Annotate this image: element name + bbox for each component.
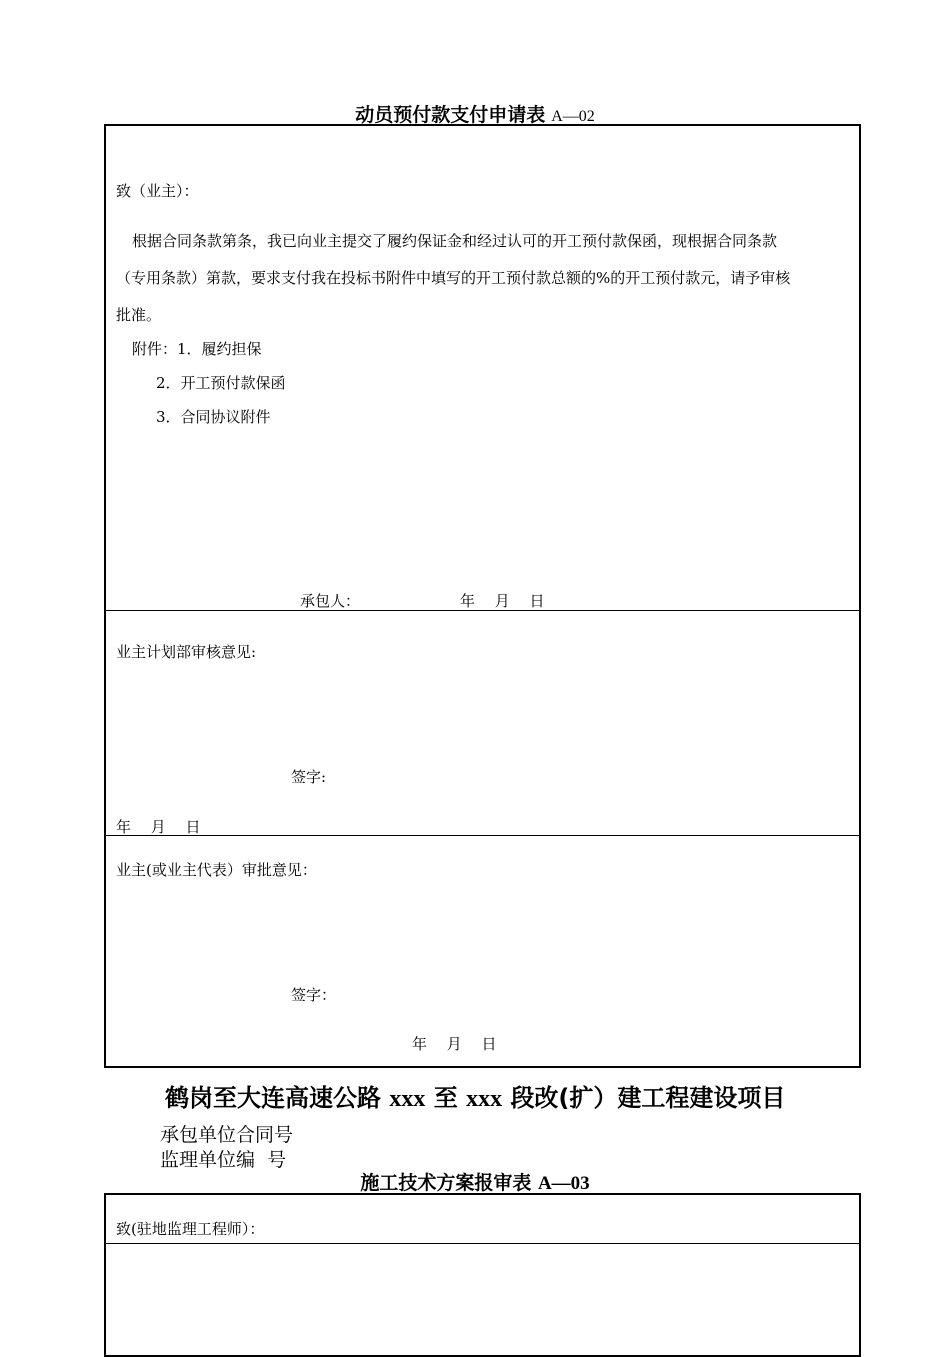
- addressee: 致（业主）：: [116, 182, 199, 200]
- form2-title-text: 施工技术方案报审表: [360, 1172, 532, 1194]
- body-line-3: 批准。: [116, 306, 162, 324]
- row-divider: [106, 835, 859, 836]
- form1-title: [0, 100, 950, 127]
- form1-title-text: 动员预付款支付申请表: [355, 104, 546, 126]
- project-title-b: xxx: [389, 1086, 426, 1112]
- form2-table: [104, 1193, 861, 1357]
- review-sign: 签字:: [291, 768, 327, 786]
- approval-label: 业主(或业主代表）审批意见：: [116, 861, 317, 879]
- project-title-a: 鹤岗至大连高速公路: [165, 1084, 381, 1112]
- attachment-item: 附件：1．履约担保: [132, 340, 262, 358]
- attachment-item: 3．合同协议附件: [156, 408, 271, 426]
- attachment-item: 2．开工预付款保函: [156, 374, 286, 392]
- body-line-1: 根据合同条款第条，我已向业主提交了履约保证金和经过认可的开工预付款保函，现根据合同条款: [132, 232, 778, 250]
- approval-sign: 签字：: [291, 986, 337, 1004]
- project-title-d: xxx: [466, 1086, 503, 1112]
- form2-addressee: 致(驻地监理工程师）：: [116, 1220, 265, 1238]
- row-divider: [106, 1243, 859, 1244]
- contractor-date: 年 月 日: [460, 592, 545, 610]
- review-label: 业主计划部审核意见:: [116, 643, 257, 661]
- form2-code: A—03: [537, 1173, 590, 1194]
- project-title-c: 至: [433, 1084, 458, 1112]
- form1-code: A—02: [551, 108, 595, 125]
- project-title-e: 段改(扩）建工程建设项目: [510, 1084, 786, 1112]
- contractor-label: 承包人：: [300, 592, 361, 610]
- form2-title: [0, 1168, 950, 1195]
- contract-number-label: 承包单位合同号: [160, 1124, 294, 1146]
- project-title: [165, 1078, 785, 1113]
- supervision-number-label: 监理单位编 号: [160, 1149, 287, 1171]
- review-date: 年 月 日: [116, 818, 201, 836]
- approval-date: 年 月 日: [412, 1035, 497, 1053]
- body-line-2: （专用条款）第款，要求支付我在投标书附件中填写的开工预付款总额的%的开工预付款元，请予审核: [116, 269, 791, 287]
- form1-table: [104, 124, 861, 1068]
